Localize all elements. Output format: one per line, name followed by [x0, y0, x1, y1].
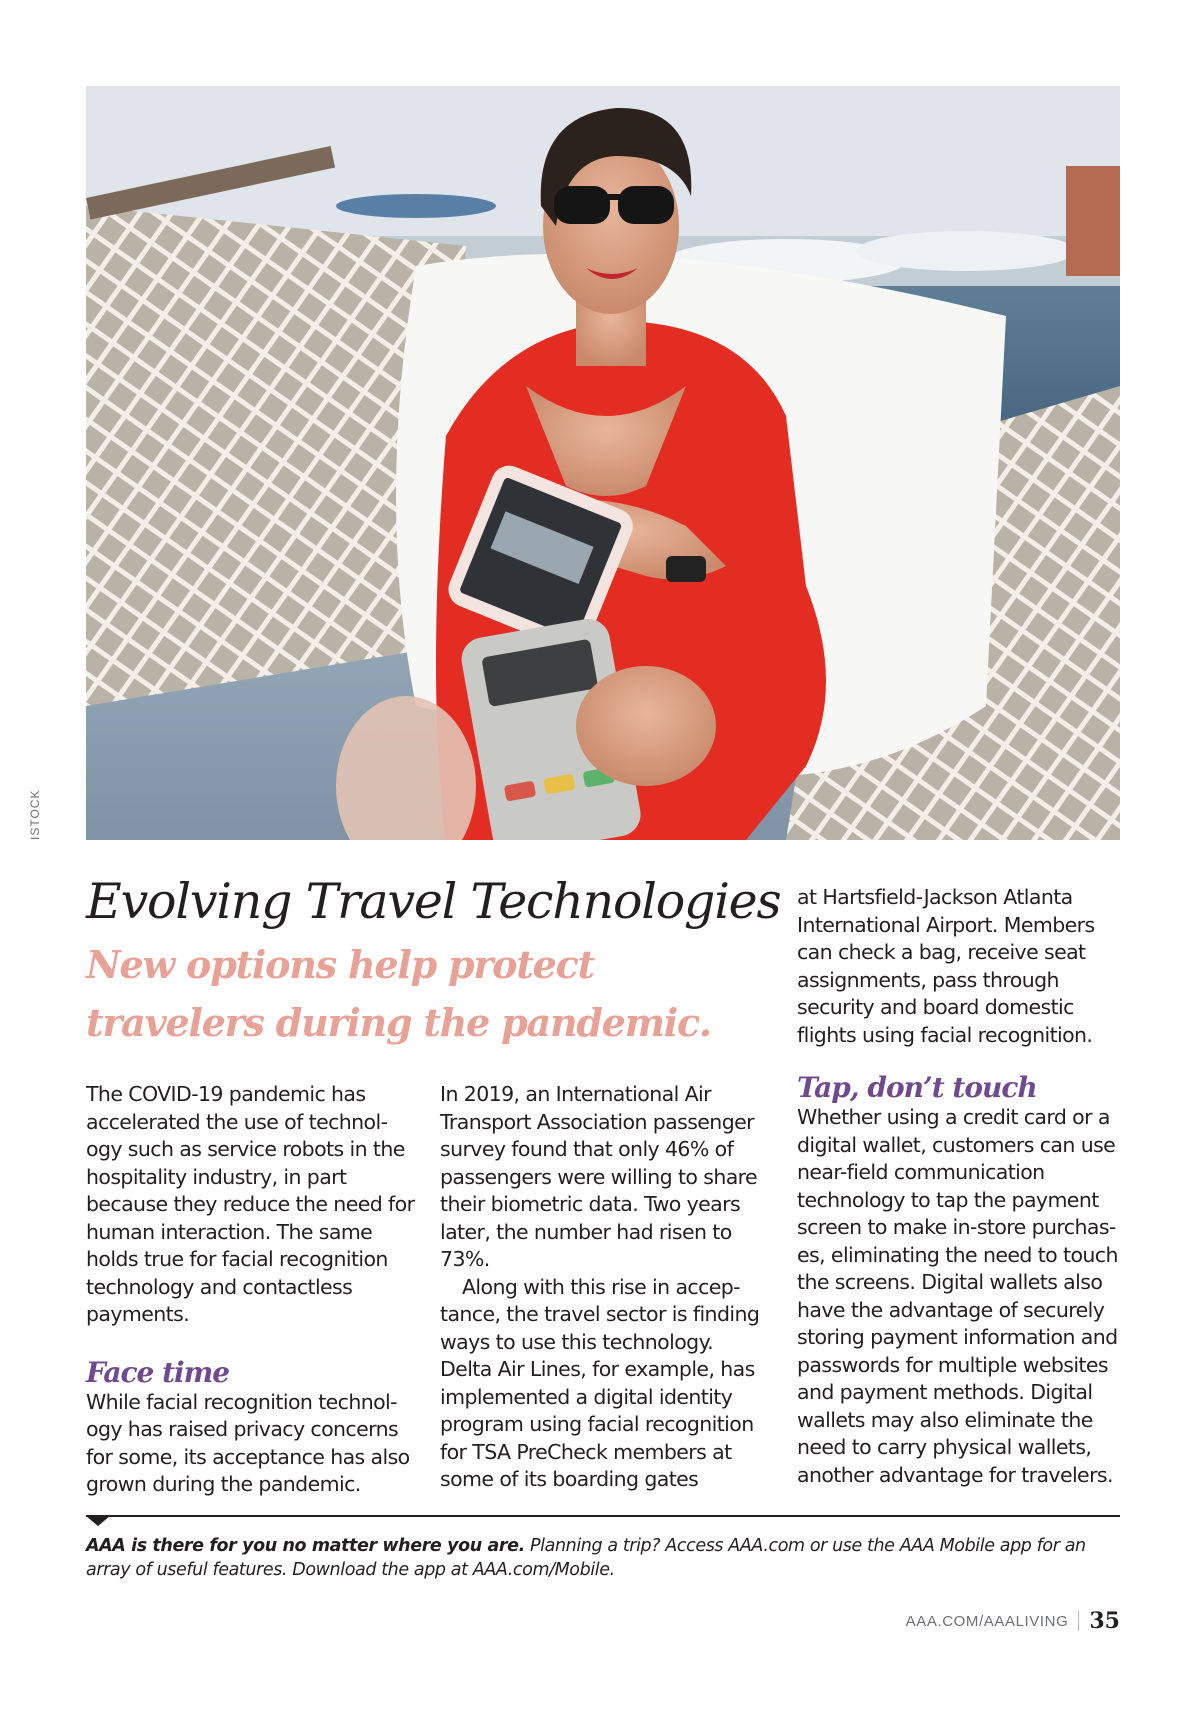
aaa-tip-text: Planning a trip? Access AAA.com or use the AAA Mobile app for an array of useful features. Download the app at AAA.com/Mobile. [86, 1536, 1086, 1580]
atlanta-paragraph: at Hartsfield-Jackson Atlanta International Airport. Members can check a bag, receive seat assignments, pass through security and board domestic flights using facial recognition. [797, 885, 1095, 1047]
delta-paragraph: Along with this rise in accep- tance, the travel sector is finding ways to use this technology. Delta Air Lines, for example, has implemented a digital identity program using facial recognition for TSA PreCheck members at some of its boarding gates [440, 1274, 760, 1491]
article-headline: Evolving Travel Technologies [86, 873, 781, 930]
folio-url: AAA.COM/AAALIVING [905, 1612, 1069, 1630]
tip-divider-arrow-icon [86, 1516, 110, 1526]
column-3-top [797, 884, 1127, 1049]
aaa-tip [86, 1534, 1120, 1582]
photo-credit: ISTOCK [28, 789, 42, 840]
subhead-face-time: Face time [86, 1355, 230, 1389]
aaa-tip-lead: AAA is there for you no matter where you are. [86, 1536, 525, 1556]
subhead-tap-dont-touch: Tap, don’t touch [797, 1071, 1037, 1104]
page-number: 35 [1089, 1608, 1120, 1634]
column-2 [440, 1081, 770, 1494]
intro-paragraph: The COVID-19 pandemic has accelerated the use of technol- ogy such as service robots in the hospitality industry, in part because they reduce the need for human interaction. The same holds true for facial recognition technology and contactless payments. [86, 1082, 415, 1326]
hero-photo [86, 86, 1120, 840]
tap-paragraph: Whether using a credit card or a digital wallet, customers can use near-field communication technology to tap the payment screen to make in-store purchas- es, eliminating the need to touch the screens. Digital wallets also have the advantage of securely storing payment information and passwords for multiple websites and payment methods. Digital wallets may also eliminate the need to carry physical wallets, another advantage for travelers. [797, 1105, 1118, 1487]
face-time-paragraph: While facial recognition technol- ogy has raised privacy concerns for some, its acceptance has also grown during the pandemic. [86, 1389, 410, 1496]
folio-separator [1078, 1611, 1079, 1631]
survey-paragraph: In 2019, an International Air Transport Association passenger survey found that only 46% of passengers were willing to share their biometric data. Two years later, the number had risen to 73%. [440, 1082, 758, 1271]
column-3-bottom [797, 1072, 1127, 1489]
page-folio [906, 1608, 1120, 1634]
tip-divider [86, 1515, 1120, 1517]
column-1 [86, 1081, 416, 1499]
hero-photo-illustration [86, 86, 1120, 840]
article-deck: New options help protect travelers during the pandemic. [86, 942, 711, 1045]
